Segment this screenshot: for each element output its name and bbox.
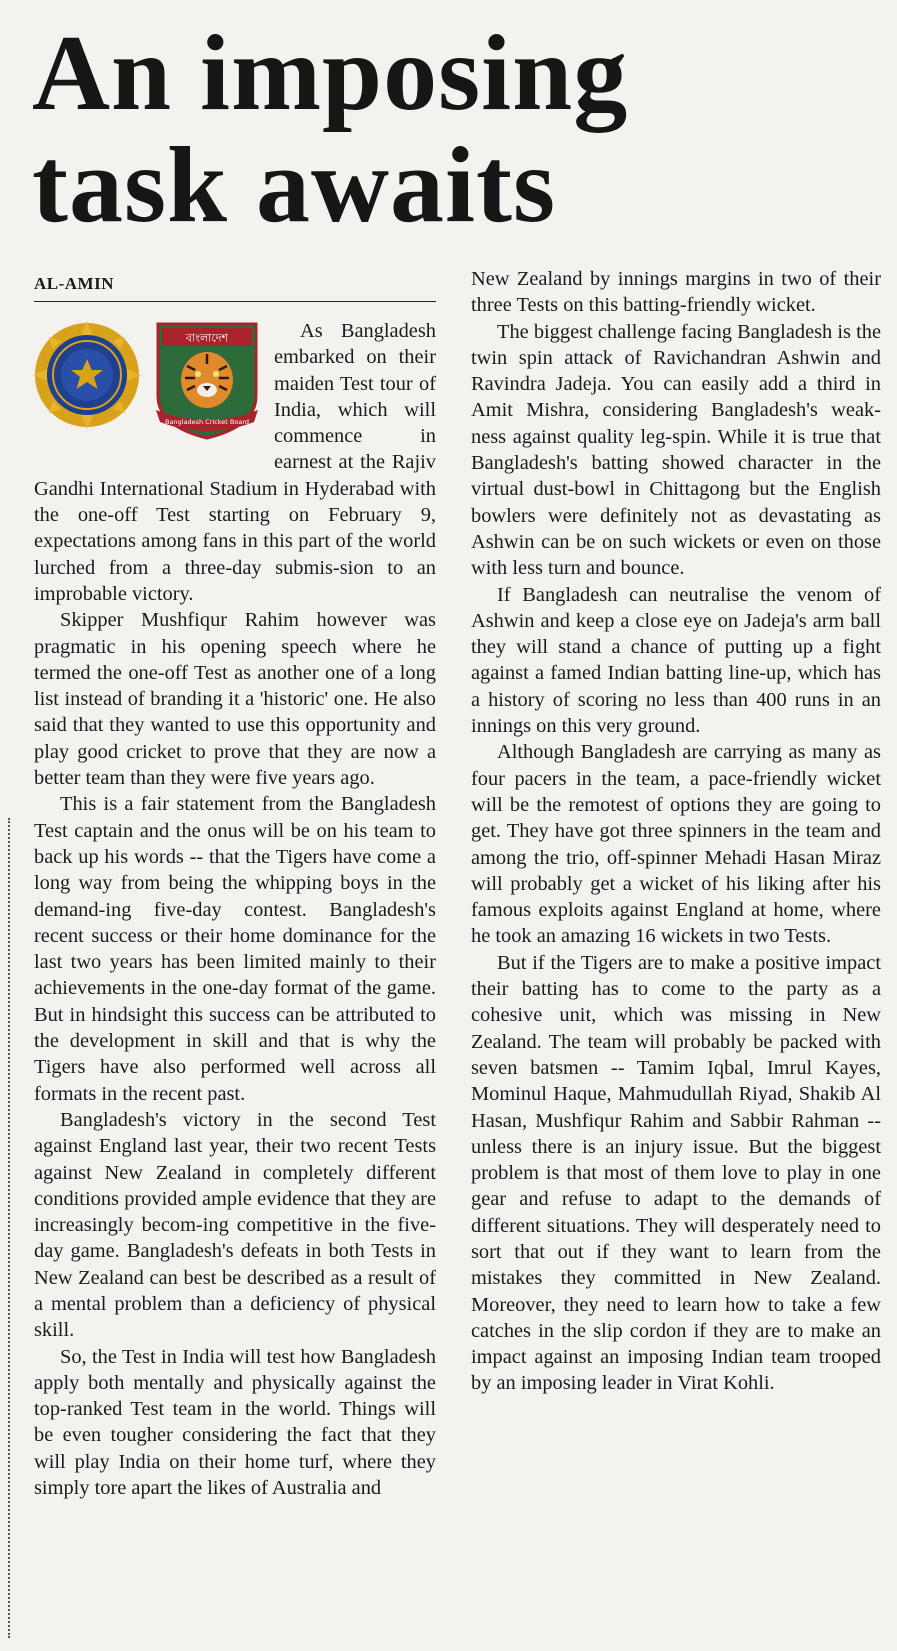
bcb-ribbon-label: Bangladesh Cricket Board <box>164 418 250 426</box>
paragraph-6: The biggest challenge facing Bangladesh is the twin spin attack of Ravichandran Ashwin and Ravindra Jadeja. You can easily add a third in Amit Mishra, considering Bangladesh's weak-ness against quality leg-spin. While it is true that Bangladesh's batting showed character in the virtual dust-bowl in Chittagong but the English bowlers were definitely not as devastating as Ashwin can be on such wickets or even on those with less turn and bounce. <box>471 320 881 580</box>
paragraph-4: Bangladesh's victory in the second Test against England last year, their two recent Tests against New Zealand in completely different conditions provided ample evidence that they are increasingly becom-ing competitive in the five-day game. Bangladesh's defeats in both Tests in New Zealand can best be described as a result of a mental problem than a deficiency of physical skill. <box>34 1108 436 1342</box>
dotted-cut-line <box>8 818 10 1638</box>
bcci-crest-icon <box>32 320 142 430</box>
paragraph-5-continued: New Zealand by innings margins in two of their three Tests on this batting-friendly wicket. <box>471 268 881 317</box>
article-headline <box>32 14 872 245</box>
paragraph-2: Skipper Mushfiqur Rahim however was pragmatic in his opening speech where he termed the one-off Test as another one of a long list instead of branding it a 'historic' one. He also said that they wanted to use this opportunity and play good cricket to prove that they are now a better team than they were five years ago. <box>34 609 436 790</box>
bcb-bangla-label: বাংলাদেশ <box>185 331 229 345</box>
paragraph-3: This is a fair statement from the Bangladesh Test captain and the onus will be on his team to back up his words -- that the Tigers have come a long way from being the whipping boys in the demand-ing five-day contest. Bangladesh's recent success or their home dominance for the last two years has been limited mainly to their achievements in the one-day format of the game. But in hindsight this success can be attributed to the development in skill and that is why the Tigers have also performed well across all formats in the recent past. <box>34 793 436 1105</box>
author-byline: AL-AMIN <box>34 274 114 293</box>
bangladesh-cricket-board-tiger-icon <box>150 318 264 442</box>
article-column-left <box>34 318 436 1501</box>
paragraph-8: Although Bangladesh are carrying as many as four pacers in the team, a pace-friendly wicket will be the remotest of options they are going to get. They have got three spinners in the team and among the trio, off-spinner Mehadi Hasan Miraz will probably get a wicket of his liking after his famous exploits against England at home, where he took an amazing 16 wickets in two Tests. <box>471 741 881 948</box>
paragraph-7: If Bangladesh can neutralise the venom of Ashwin and keep a close eye on Jadeja's arm ball they will stand a chance of putting up a fight against a famed Indian batting line-up, which has a history of scoring no less than 400 runs in an innings on this very ground. <box>471 583 881 738</box>
paragraph-1: As Bangladesh embarked on their maiden Test tour of India, which will commence in earnest at the Rajiv Gandhi International Stadium in Hyderabad with the one-off Test starting on February 9, expectations among fans in this part of the world lurched from a three-day submis-sion to an improbable victory. <box>34 320 436 605</box>
article-column-right <box>471 266 881 1397</box>
paragraph-5: So, the Test in India will test how Bangladesh apply both mentally and physically against the top-ranked Test team in the world. Things will be even tougher considering the fact that they will play India on their home turf, where they simply tore apart the likes of Australia and <box>34 1345 436 1500</box>
team-logos <box>32 318 268 450</box>
headline-line-2: task awaits <box>32 126 557 245</box>
headline-line-1: An imposing <box>32 14 629 133</box>
byline-divider <box>34 301 436 302</box>
paragraph-9: But if the Tigers are to make a positive impact their batting has to come to the party as a cohesive unit, which was missing in New Zealand. The team will probably be packed with seven batsmen -- Tamim Iqbal, Imrul Kayes, Mominul Haque, Mahmudullah Riyad, Shakib Al Hasan, Mushfiqur Rahim and Sabbir Rahman -- unless there is an injury issue. But the biggest problem is that most of them love to play in one gear and refuse to adapt to the demands of different situations. They will desperately need to sort that out if they want to learn from the mistakes they committed in New Zealand. Moreover, they need to learn how to take a few catches in the slip cordon if they are to make an impact against an imposing Indian team trooped by an imposing leader in Virat Kohli. <box>471 951 881 1395</box>
